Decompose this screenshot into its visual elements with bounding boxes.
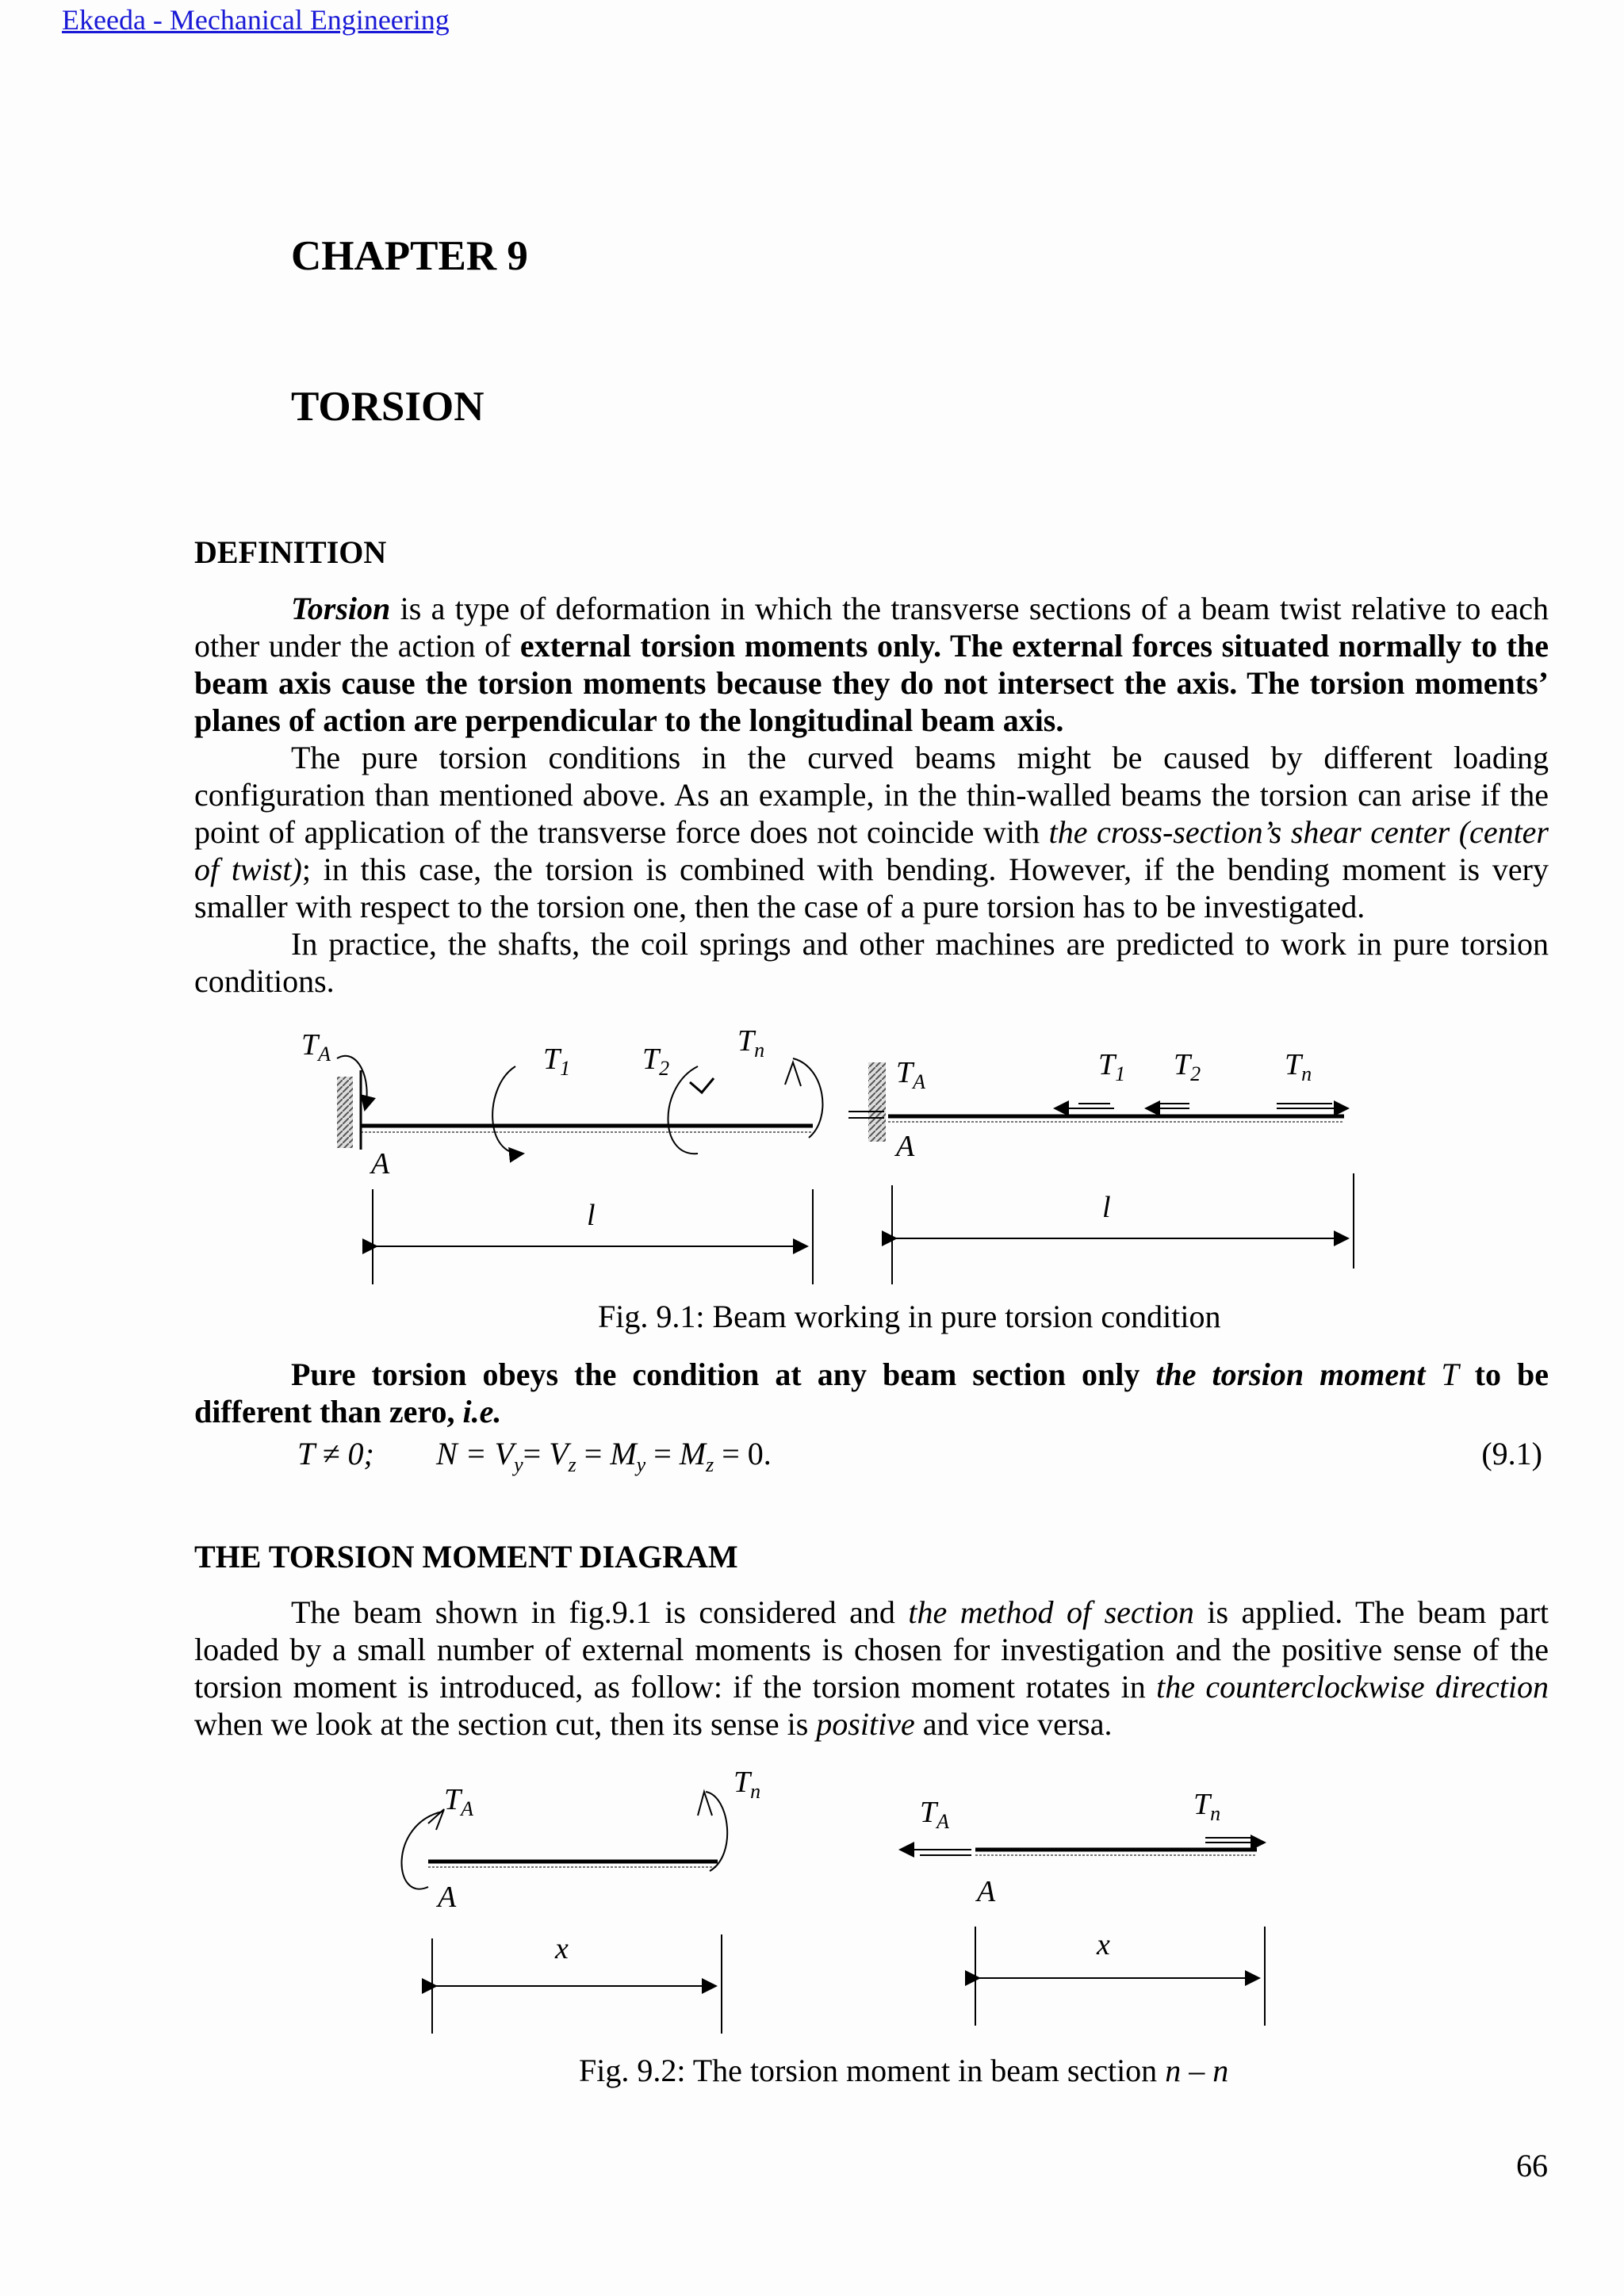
equation-right: $N = V_y= V_z = M_y = M_z = 0$. <box>436 1436 772 1476</box>
label-T2-right: $T_2$ <box>1174 1048 1201 1085</box>
label-l-left: l <box>587 1199 596 1232</box>
label-A-left: A <box>371 1147 390 1181</box>
diagram-text: The beam shown in fig.9.1 is considered and the method of section is applied. The beam part loaded by a small number of external moments is chosen for investigation and the positive sense of the torsion moment is introduced, as follow: if the torsion moment rotates in the counterclockwise direction when we look at the section cut, then its sense is positive and vice versa. <box>194 1594 1549 1742</box>
label-A-fig2-right: A <box>977 1875 996 1908</box>
moment-T2-left <box>668 1066 699 1154</box>
label-A-fig2-left: A <box>438 1881 457 1914</box>
label-x-fig2-left: x <box>555 1932 569 1965</box>
figure-9-2 <box>389 1768 1285 2038</box>
fixed-support-right <box>868 1062 886 1142</box>
definition-heading: DEFINITION <box>194 534 387 570</box>
header-link[interactable]: Ekeeda - Mechanical Engineering <box>62 4 450 36</box>
figure-9-1 <box>285 1023 1372 1292</box>
moment-T1-left <box>492 1066 523 1154</box>
figure-9-1-caption: Fig. 9.1: Beam working in pure torsion condition <box>598 1299 1221 1334</box>
label-x-fig2-right: x <box>1097 1928 1110 1961</box>
label-Tn-fig2-right: $T_n$ <box>1193 1788 1221 1825</box>
label-T2-left: $T_2$ <box>642 1043 670 1080</box>
equation-9-1 <box>194 1435 1542 1475</box>
label-A-right: A <box>896 1130 915 1163</box>
pure-torsion-text: Pure torsion obeys the condition at any beam section only the torsion moment T to be different than zero, i.e. <box>194 1357 1549 1429</box>
chapter-title: TORSION <box>291 384 485 430</box>
label-TA-fig2-right: $T_A$ <box>920 1796 950 1833</box>
label-T1-right: $T_1$ <box>1098 1048 1126 1085</box>
label-Tn-right: $T_n$ <box>1285 1048 1312 1085</box>
definition-paragraph-1: Torsion is a type of deformation in which the transverse sections of a beam twist relative to each other under the action of external torsion moments only. The external forces situated normally to the beam axis cause the torsion moments because they do not intersect the axis. The torsion moments’ planes of action are perpendicular to the longitudinal beam axis. <box>194 591 1549 738</box>
label-TA-right: $T_A$ <box>896 1056 926 1093</box>
definition-paragraph-3: In practice, the shafts, the coil springs and other machines are predicted to work in pure torsion conditions. <box>194 926 1549 999</box>
label-Tn-left: $T_n$ <box>737 1024 765 1062</box>
equation-number: (9.1) <box>1481 1436 1542 1471</box>
moment-Tn-fig2-left <box>706 1792 727 1871</box>
label-Tn-fig2-left: $T_n$ <box>733 1768 761 1803</box>
label-TA-left: $T_A$ <box>301 1028 331 1066</box>
page-number: 66 <box>1516 2148 1548 2183</box>
label-TA-fig2-left: $T_A$ <box>444 1783 474 1820</box>
chapter-number: CHAPTER 9 <box>291 233 528 279</box>
figure-9-2-caption: Fig. 9.2: The torsion moment in beam section n – n <box>579 2053 1229 2088</box>
fixed-support-left <box>337 1077 353 1148</box>
diagram-heading: THE TORSION MOMENT DIAGRAM <box>194 1539 738 1575</box>
label-T1-left: $T_1$ <box>543 1043 571 1080</box>
term-torsion: Torsion <box>291 591 391 626</box>
equation-left: T ≠ 0; <box>297 1436 374 1471</box>
label-l-right: l <box>1102 1191 1111 1224</box>
definition-text <box>194 590 1549 1000</box>
definition-paragraph-2: The pure torsion conditions in the curved beams might be caused by different loading configuration than mentioned above. As an example, in the thin-walled beams the torsion can arise if the point of application of the transverse force does not coincide with the cross-section’s shear center (center of twist); in this case, the torsion is combined with bending. However, if the bending moment is very smaller with respect to the torsion one, then the case of a pure torsion has to be investigated. <box>194 740 1549 924</box>
moment-TA-fig2-left <box>401 1812 442 1889</box>
